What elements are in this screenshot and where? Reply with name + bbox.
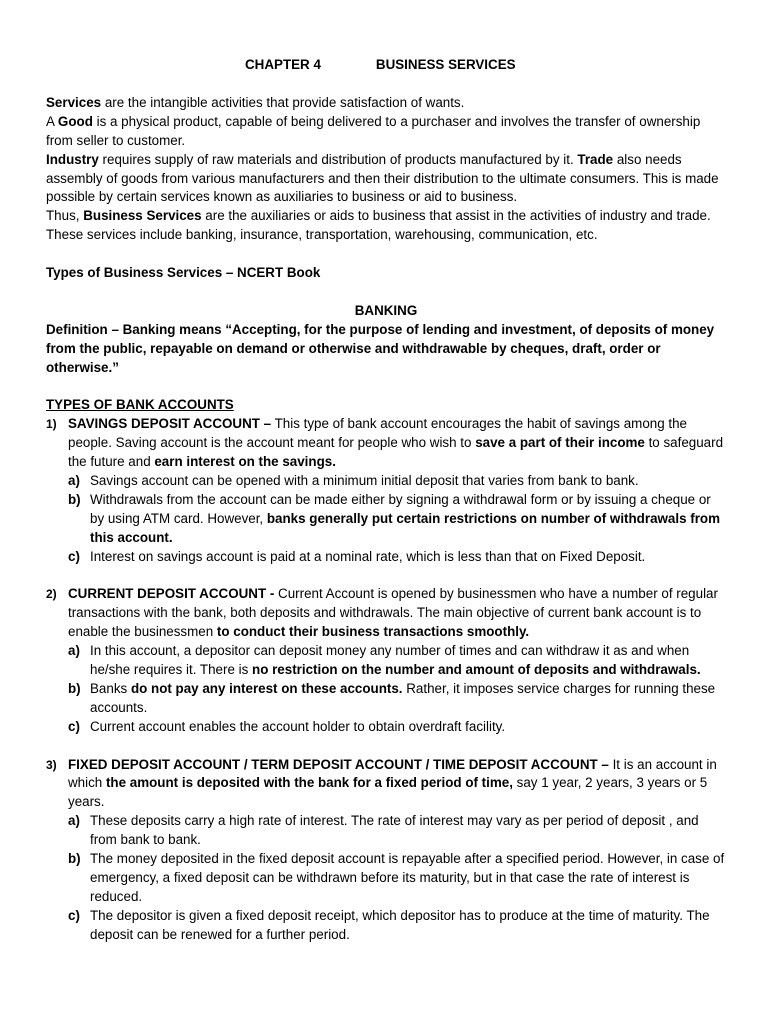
list-item [46, 642, 726, 680]
good-text: is a physical product, capable of being delivered to a purchaser and involves the transfer of ownership from seller to customer. [46, 113, 701, 148]
services-text: are the intangible activities that provide satisfaction of wants. [101, 94, 465, 110]
item-text: Savings account can be opened with a minimum initial deposit that varies from bank to bank. [90, 472, 639, 488]
item-text: In this account, a depositor can deposit money any number of times and can withdraw it as and when he/she requires it. There is [90, 643, 690, 678]
industry-text: requires supply of raw materials and distribution of products manufactured by it. [98, 151, 578, 167]
item-text: Rather, it imposes service charges for running these accounts. [90, 680, 716, 715]
list-item [46, 548, 726, 567]
chapter-title: BUSINESS SERVICES [375, 57, 516, 72]
intro-services [46, 94, 726, 113]
account-text: say 1 year, 2 years, 3 years or 5 years. [68, 775, 708, 810]
good-pre: A [46, 113, 58, 129]
item-letter: b) [68, 851, 81, 867]
account-item [46, 415, 726, 472]
item-bold: banks generally put certain restrictions on number of withdrawals from this account. [90, 510, 721, 545]
account-number: 2) [46, 587, 57, 602]
item-letter: a) [68, 813, 80, 829]
term-business-services: Business Services [83, 208, 202, 224]
item-letter: c) [68, 718, 80, 734]
account-text: to safeguard the future and [68, 435, 724, 470]
account-title: CURRENT DEPOSIT ACCOUNT - [68, 586, 275, 602]
item-letter: c) [68, 548, 80, 564]
item-text: The depositor is given a fixed deposit receipt, which depositor has to produce at the time of maturity. The deposit can be renewed for a further period. [90, 907, 710, 942]
account-number: 1) [46, 417, 57, 432]
item-letter: c) [68, 907, 80, 923]
page-title [245, 56, 726, 75]
account-bold: the amount is deposited with the bank for a fixed period of time, [105, 775, 513, 791]
term-trade: Trade [577, 151, 614, 167]
item-bold: do not pay any interest on these accounts. [130, 680, 403, 696]
account-section-current [46, 585, 726, 736]
trade-text: also needs assembly of goods from various manufacturers and then their distribution to the ultimate consumers. This is made possible by certain services known as auxiliaries to business or aid to business. [46, 151, 719, 205]
banking-definition [46, 321, 726, 378]
account-item [46, 585, 726, 642]
item-letter: b) [68, 680, 81, 696]
list-item [46, 907, 726, 945]
term-services: Services [46, 94, 102, 110]
list-item [46, 680, 726, 718]
intro-good [46, 113, 726, 151]
account-text: This type of bank account encourages the habit of savings among the people. Saving account is the account meant for people who wish to [68, 416, 687, 451]
account-section-savings [46, 415, 726, 566]
account-number: 3) [46, 757, 57, 772]
account-bold: save a part of their income [475, 435, 645, 451]
list-item [46, 718, 726, 737]
document-page [46, 56, 726, 945]
item-text: These deposits carry a high rate of interest. The rate of interest may vary as per period of deposit , and from bank to bank. [90, 813, 699, 848]
intro-business-services [46, 207, 726, 245]
account-item [46, 756, 726, 813]
item-text: Withdrawals from the account can be made either by signing a withdrawal form or by issuing a cheque or by using ATM card. However, [90, 491, 711, 526]
account-title: FIXED DEPOSIT ACCOUNT / TERM DEPOSIT ACCOUNT / TIME DEPOSIT ACCOUNT – [68, 756, 609, 772]
item-letter: a) [68, 472, 80, 488]
item-text: Current account enables the account holder to obtain overdraft facility. [90, 718, 506, 734]
business-services-text: are the auxiliaries or aids to business that assist in the activities of industry and trade. These services include banking, insurance, transportation, warehousing, communication, etc. [46, 208, 711, 243]
thus-pre: Thus, [46, 208, 84, 224]
item-text: Interest on savings account is paid at a nominal rate, which is less than that on Fixed Deposit. [90, 548, 646, 564]
account-text: It is an account in which [68, 756, 717, 791]
item-letter: a) [68, 643, 80, 659]
term-industry: Industry [46, 151, 99, 167]
chapter-number: CHAPTER 4 [245, 57, 321, 72]
types-heading: Types of Business Services – NCERT Book [46, 265, 321, 281]
banking-heading: BANKING [354, 302, 418, 318]
item-bold: no restriction on the number and amount of deposits and withdrawals. [252, 662, 701, 678]
account-bold: earn interest on the savings. [154, 454, 336, 470]
account-text: Current Account is opened by businessmen who have a number of regular transactions with the bank, both deposits and withdrawals. The main objective of current bank account is to enable the businessmen [68, 586, 718, 640]
list-item [46, 491, 726, 548]
definition-label: Definition – [46, 321, 123, 337]
term-good: Good [57, 113, 93, 129]
item-letter: b) [68, 491, 81, 507]
definition-text: Banking means “Accepting, for the purpose of lending and investment, of deposits of money from the public, repayable on demand or otherwise and withdrawable by cheques, draft, order or otherwise.” [46, 321, 715, 375]
list-item [46, 472, 726, 491]
accounts-heading: TYPES OF BANK ACCOUNTS [46, 397, 234, 413]
item-text: Banks [90, 680, 131, 696]
account-section-fixed [46, 756, 726, 945]
item-text: The money deposited in the fixed deposit account is repayable after a specified period. However, in case of emergency, a fixed deposit can be withdrawn before its maturity, but in that case the rate of interest is reduced. [90, 851, 725, 904]
list-item [46, 812, 726, 850]
intro-industry [46, 151, 726, 208]
account-bold: to conduct their business transactions smoothly. [216, 624, 530, 640]
account-title: SAVINGS DEPOSIT ACCOUNT – [68, 416, 272, 432]
list-item [46, 850, 726, 907]
